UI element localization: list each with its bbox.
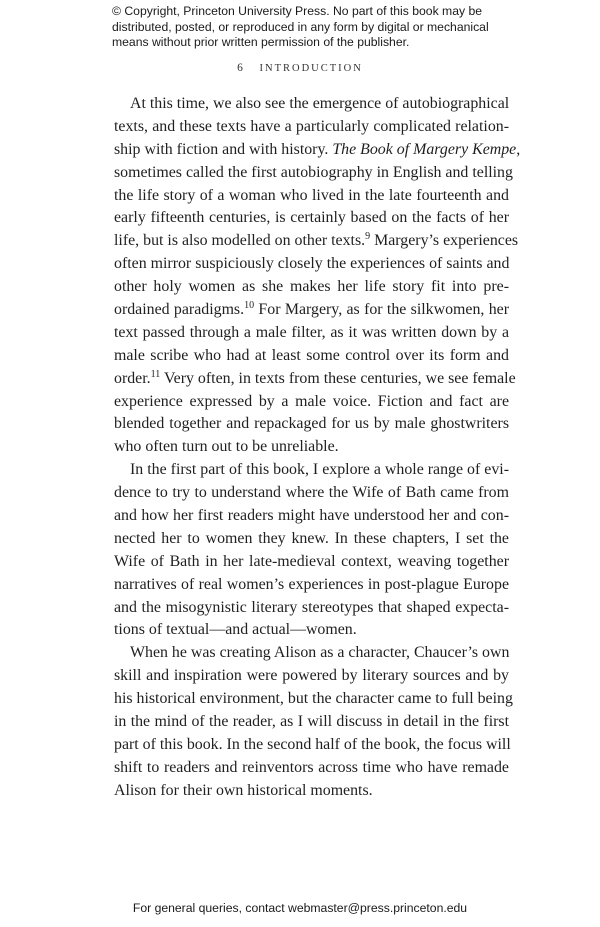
text-line: blended together and repackaged for us by male ghostwriters <box>114 415 509 433</box>
text-line: narratives of real women’s experiences in post-plague Europe <box>114 575 509 593</box>
footer-contact: For general queries, contact webmaster@press.princeton.edu <box>132 901 468 915</box>
text-line: sometimes called the first autobiography in English and telling <box>114 163 513 181</box>
text-line: who often turn out to be unreliable. <box>114 438 339 456</box>
copyright-line: © Copyright, Princeton University Press. No part of this book may be <box>112 4 483 18</box>
text-line: Wife of Bath in her late-medieval context, weaving together <box>114 552 509 570</box>
copyright-line: distributed, posted, or reproduced in any form by digital or mechanical <box>112 19 489 34</box>
paragraph <box>114 459 509 642</box>
text-line: skill and inspiration were powered by literary sources and by <box>114 667 509 685</box>
text-line: When he was creating Alison as a character, Chaucer’s own <box>130 644 510 662</box>
text-line: Alison for their own historical moments. <box>114 781 373 799</box>
footnote-ref[interactable]: 10 <box>244 300 255 312</box>
text-line: texts, and these texts have a particularly complicated relation- <box>114 117 509 135</box>
text-line: dence to try to understand where the Wife of Bath came from <box>114 484 509 502</box>
body-text <box>114 93 521 803</box>
paragraph <box>114 93 521 459</box>
running-head <box>0 62 600 74</box>
text-line: in the mind of the reader, as I will discuss in detail in the first <box>114 713 509 731</box>
text-line: ordained paradigms.$^{10}$ For Margery, as for the silkwomen, her <box>114 300 509 319</box>
text-line: other holy women as she makes her life story fit into pre- <box>114 278 509 296</box>
text-line: and how her first readers might have understood her and con- <box>114 507 509 525</box>
text-line: shift to readers and reinventors across time who have remade <box>114 758 509 776</box>
paragraph <box>114 642 513 802</box>
text-line: order.$^{11}$ Very often, in texts from these centuries, we see female <box>114 368 516 387</box>
text-line: male scribe who had at least some control over its form and <box>114 346 509 364</box>
footnote-ref[interactable]: 11 <box>150 368 161 380</box>
text-line: often mirror suspiciously closely the experiences of saints and <box>114 255 510 273</box>
text-line: experience expressed by a male voice. Fiction and fact are <box>114 392 509 410</box>
text-line: early fifteenth centuries, is certainly based on the facts of her <box>114 209 509 227</box>
copyright-notice <box>112 4 502 51</box>
text-line: the life story of a woman who lived in the late fourteenth and <box>114 186 509 204</box>
text-line: life, but is also modelled on other texts.$^9$ Margery’s experiences <box>114 231 519 250</box>
text-line: part of this book. In the second half of the book, the focus will <box>114 735 511 753</box>
text-line: At this time, we also see the emergence of autobiographical <box>130 95 510 112</box>
text-line: tions of textual—and actual—women. <box>114 621 357 639</box>
text-line: In the first part of this book, I explore a whole range of evi- <box>130 461 509 479</box>
text-line: and the misogynistic literary stereotypes that shaped expecta- <box>114 598 509 616</box>
text-line: text passed through a male filter, as it was written down by a <box>114 323 509 341</box>
section-title: INTRODUCTION <box>259 63 363 74</box>
text-line: his historical environment, but the character came to full being <box>114 690 513 708</box>
copyright-line: means without prior written permission of the publisher. <box>112 35 410 50</box>
text-line: ship with fiction and with history. The Book of Margery Kempe, <box>114 140 521 158</box>
footnote-ref[interactable]: 9 <box>365 231 371 243</box>
page-number: 6 <box>237 62 243 74</box>
text-line: nected her to women they knew. In these chapters, I set the <box>114 529 509 547</box>
book-title: The Book of Margery Kempe <box>332 140 517 158</box>
